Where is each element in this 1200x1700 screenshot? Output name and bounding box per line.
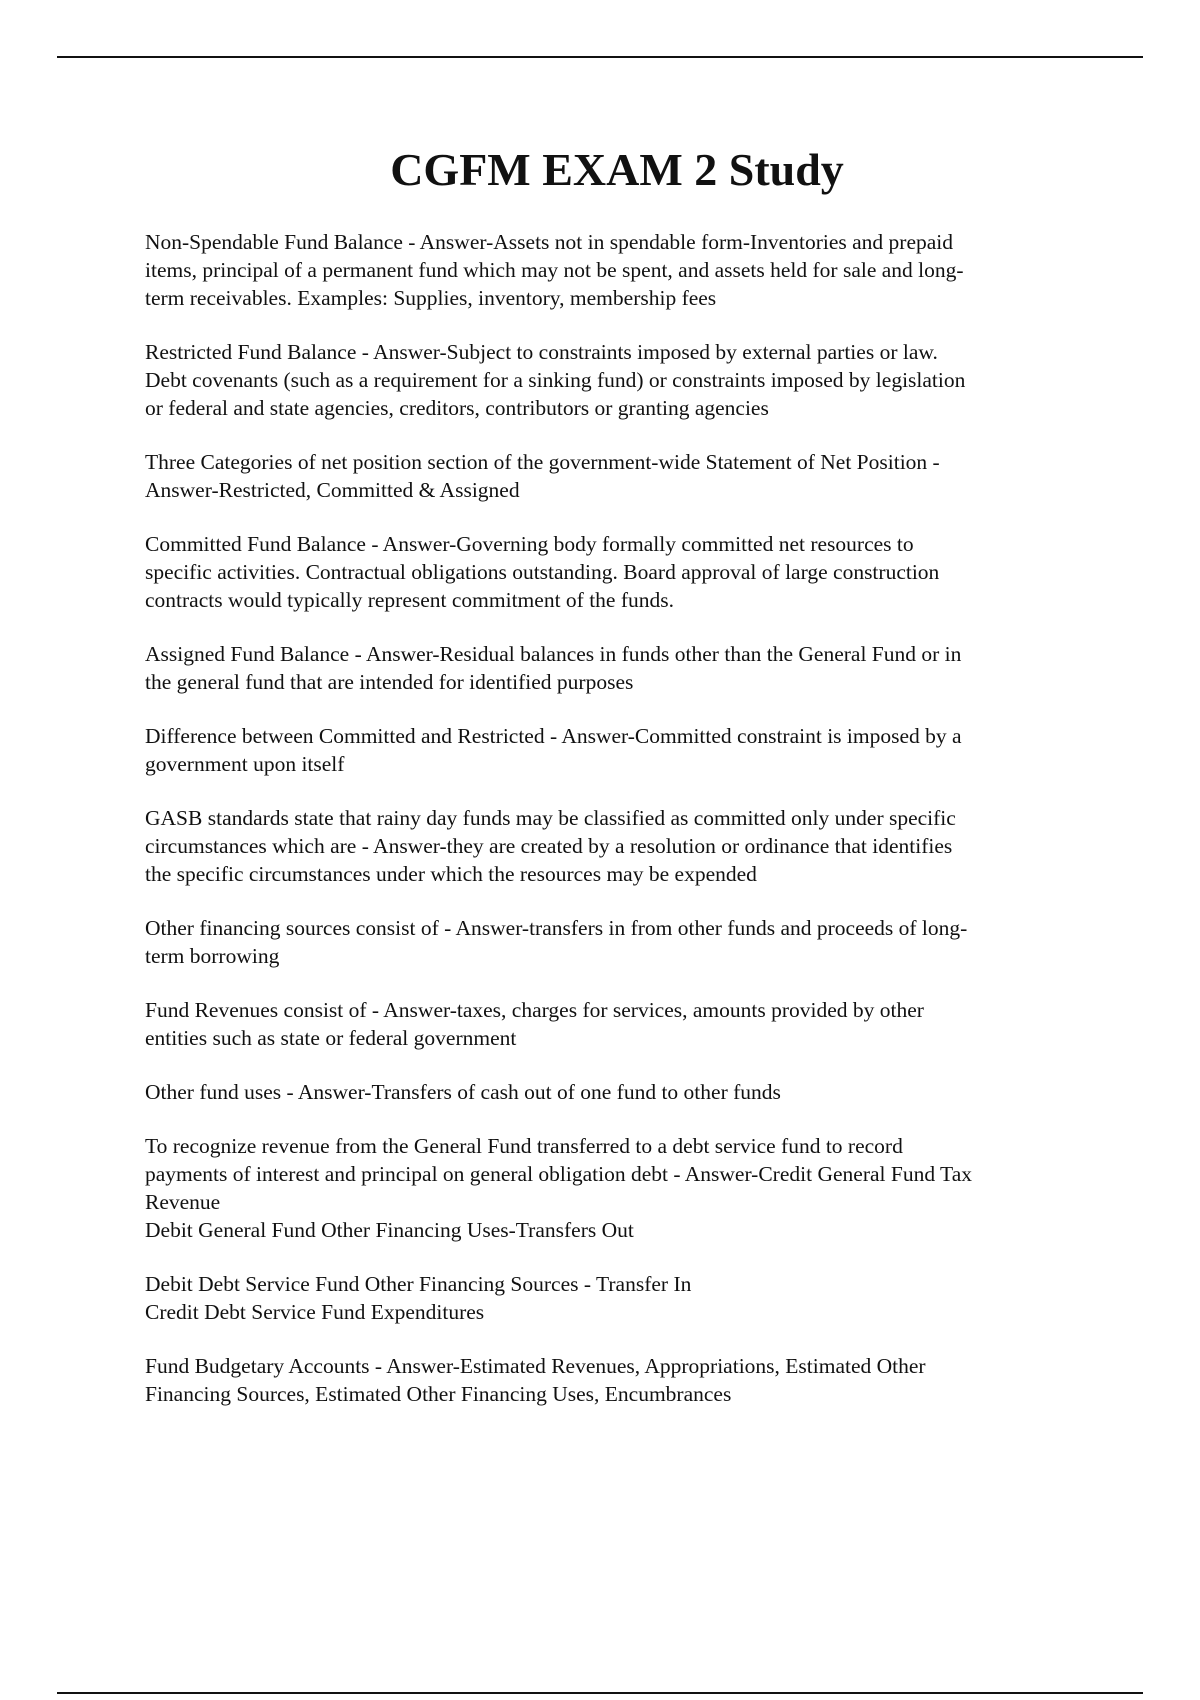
study-entry bbox=[145, 448, 1085, 504]
study-entry bbox=[145, 530, 1085, 614]
entry-line: Fund Revenues consist of - Answer-taxes, charges for services, amounts provided by other bbox=[145, 998, 924, 1022]
entry-line: Debt covenants (such as a requirement for a sinking fund) or constraints imposed by legislation bbox=[145, 368, 966, 392]
entry-line: Non-Spendable Fund Balance - Answer-Assets not in spendable form-Inventories and prepaid bbox=[145, 230, 954, 254]
study-entry bbox=[145, 640, 1085, 696]
entry-line: government upon itself bbox=[145, 752, 345, 776]
study-entry bbox=[145, 1078, 1085, 1106]
entry-line: Answer-Restricted, Committed & Assigned bbox=[145, 478, 520, 502]
entry-line: Fund Budgetary Accounts - Answer-Estimated Revenues, Appropriations, Estimated Other bbox=[145, 1354, 926, 1378]
entry-line: Three Categories of net position section of the government-wide Statement of Net Position - bbox=[145, 450, 940, 474]
entry-line: specific activities. Contractual obligations outstanding. Board approval of large construction bbox=[145, 560, 940, 584]
study-entry bbox=[145, 914, 1085, 970]
study-entry bbox=[145, 1352, 1085, 1408]
entry-line: payments of interest and principal on general obligation debt - Answer-Credit General Fund Tax bbox=[145, 1162, 972, 1186]
study-entries bbox=[145, 228, 1085, 1434]
study-entry bbox=[145, 1270, 1085, 1326]
entry-line: items, principal of a permanent fund which may not be spent, and assets held for sale and long- bbox=[145, 258, 964, 282]
entry-line: GASB standards state that rainy day funds may be classified as committed only under specific bbox=[145, 806, 956, 830]
entry-line: Other fund uses - Answer-Transfers of cash out of one fund to other funds bbox=[145, 1080, 781, 1104]
study-entry bbox=[145, 228, 1085, 312]
entry-line: Committed Fund Balance - Answer-Governing body formally committed net resources to bbox=[145, 532, 914, 556]
study-entry bbox=[145, 996, 1085, 1052]
entry-line: the general fund that are intended for identified purposes bbox=[145, 670, 634, 694]
top-divider bbox=[57, 56, 1143, 58]
entry-line: term borrowing bbox=[145, 944, 280, 968]
page-title: CGFM EXAM 2 Study bbox=[390, 144, 844, 195]
entry-line: To recognize revenue from the General Fund transferred to a debt service fund to record bbox=[145, 1134, 903, 1158]
entry-line: or federal and state agencies, creditors, contributors or granting agencies bbox=[145, 396, 769, 420]
study-entry bbox=[145, 338, 1085, 422]
entry-line: Other financing sources consist of - Answer-transfers in from other funds and proceeds of long- bbox=[145, 916, 968, 940]
entry-line: term receivables. Examples: Supplies, inventory, membership fees bbox=[145, 286, 717, 310]
entry-line: entities such as state or federal government bbox=[145, 1026, 517, 1050]
entry-line: Revenue bbox=[145, 1190, 221, 1214]
entry-line: Debit General Fund Other Financing Uses-Transfers Out bbox=[145, 1218, 634, 1242]
study-entry bbox=[145, 1132, 1085, 1244]
entry-line: circumstances which are - Answer-they are created by a resolution or ordinance that identifies bbox=[145, 834, 953, 858]
entry-line: contracts would typically represent commitment of the funds. bbox=[145, 588, 674, 612]
bottom-divider bbox=[57, 1692, 1143, 1694]
entry-line: Assigned Fund Balance - Answer-Residual balances in funds other than the General Fund or in bbox=[145, 642, 962, 666]
study-entry bbox=[145, 804, 1085, 888]
entry-line: the specific circumstances under which the resources may be expended bbox=[145, 862, 757, 886]
entry-line: Credit Debt Service Fund Expenditures bbox=[145, 1300, 485, 1324]
entry-line: Restricted Fund Balance - Answer-Subject to constraints imposed by external parties or law. bbox=[145, 340, 938, 364]
entry-line: Difference between Committed and Restricted - Answer-Committed constraint is imposed by a bbox=[145, 724, 962, 748]
study-entry bbox=[145, 722, 1085, 778]
entry-line: Debit Debt Service Fund Other Financing Sources - Transfer In bbox=[145, 1272, 692, 1296]
entry-line: Financing Sources, Estimated Other Financing Uses, Encumbrances bbox=[145, 1382, 732, 1406]
